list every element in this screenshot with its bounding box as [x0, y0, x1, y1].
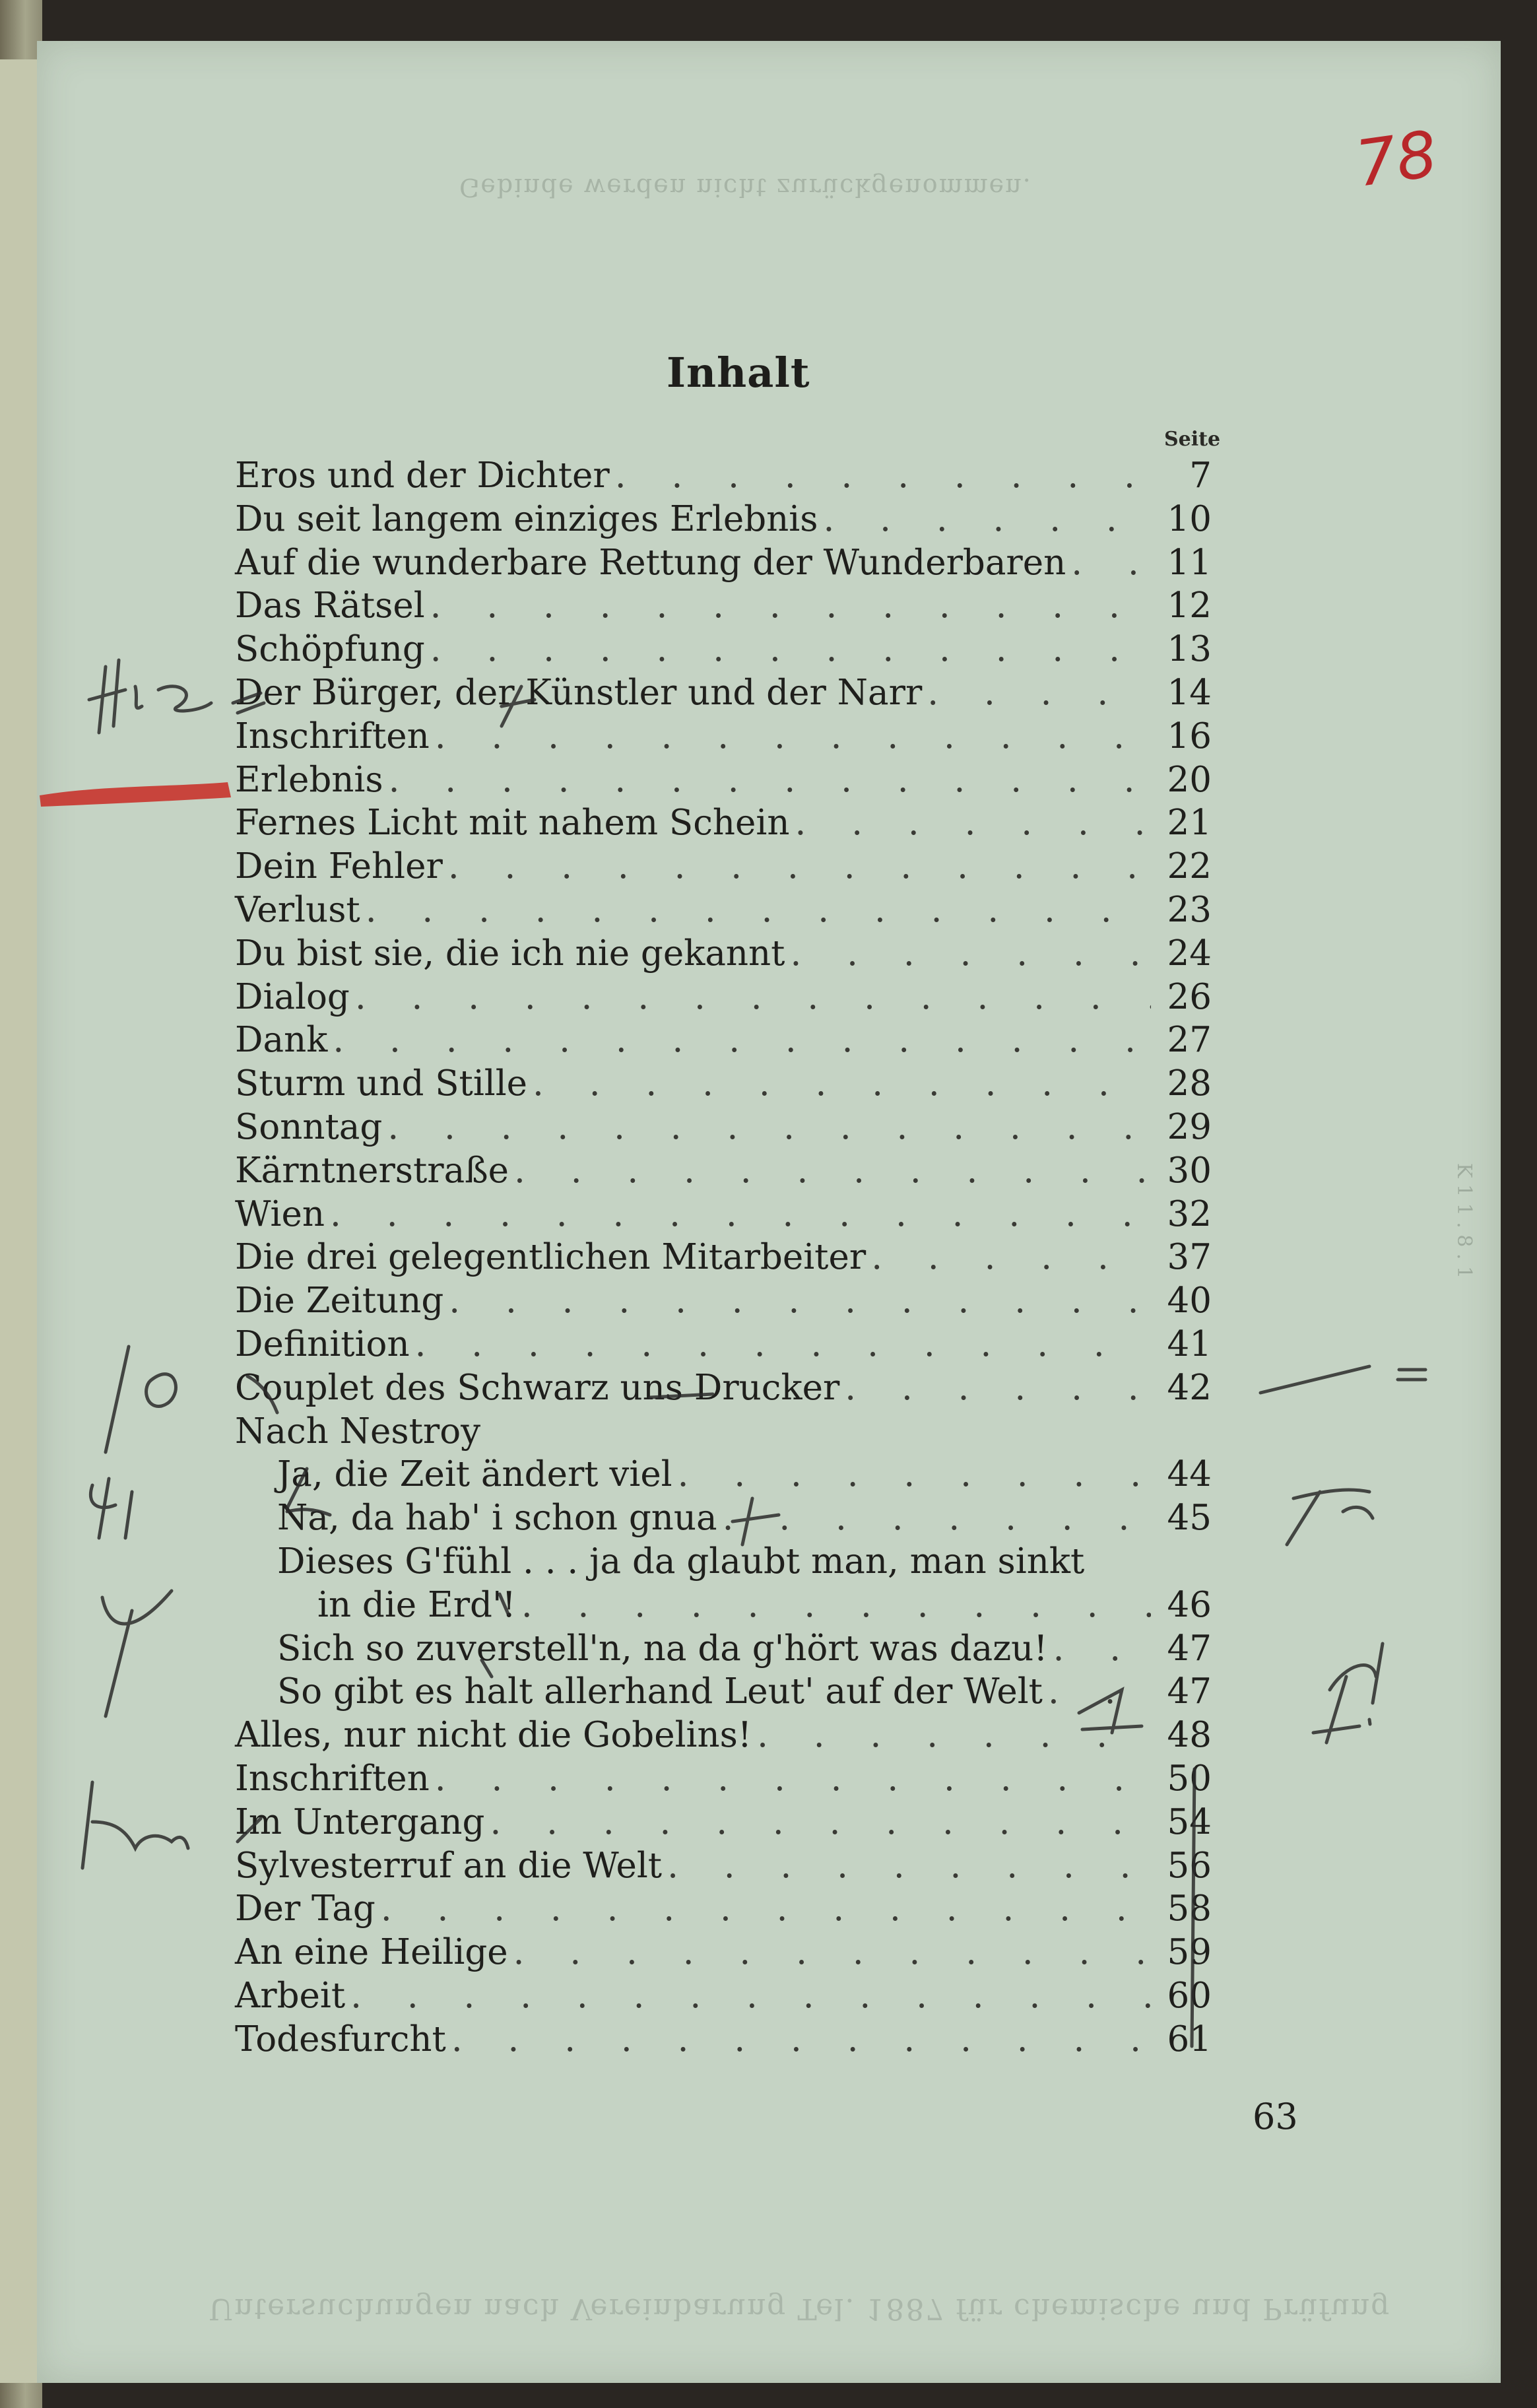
- toc-entry-title: Todesfurcht: [235, 2019, 446, 2059]
- toc-entry-title: Fernes Licht mit nahem Schein: [235, 803, 790, 844]
- toc-entry-title: Inschriften: [235, 716, 430, 756]
- toc-entry-page: 29: [1167, 1106, 1212, 1147]
- toc-entry-page: 22: [1167, 846, 1212, 887]
- pencil-strike-uns: [650, 1394, 713, 1397]
- toc-entry-title: Sonntag: [235, 1106, 383, 1147]
- toc-entry-page: 12: [1167, 585, 1212, 626]
- toc-entry-page: 56: [1167, 1845, 1212, 1886]
- pencil-slash-na: [287, 1510, 330, 1515]
- toc-entry-title: Sturm und Stille: [235, 1063, 528, 1104]
- toc-entry-page: 14: [1167, 672, 1212, 713]
- toc-entry-title: Erlebnis: [235, 759, 383, 800]
- pencil-numeral-41: [90, 1479, 132, 1538]
- toc-entry-title: Auf die wunderbare Rettung der Wunderbaren: [235, 542, 1066, 583]
- bleed-through-text-side: K 1 1 . 8 . 1: [1453, 1163, 1476, 1279]
- pencil-strike-der2: [502, 686, 535, 726]
- toc-entry-page: 20: [1167, 759, 1212, 800]
- toc-entry-page: 47: [1167, 1628, 1212, 1669]
- column-header-seite: Seite: [1164, 428, 1221, 451]
- pencil-mark-couplet: [247, 1376, 277, 1413]
- toc-entry-page: 16: [1167, 716, 1212, 756]
- pencil-mark-tr: [1287, 1490, 1373, 1545]
- toc-entry-page: 27: [1167, 1020, 1212, 1061]
- toc-entry-page: 59: [1167, 1932, 1212, 1973]
- toc-entry-title: Na, da hab' i schon gnua: [277, 1498, 717, 1539]
- pencil-strike-im: [238, 1819, 261, 1842]
- bleed-through-text-bottom: Untersuchungen nach Vereinbarung Tel. 1887 für chemische und Prüfung: [209, 2292, 1391, 2325]
- toc-entry-page: 58: [1167, 1889, 1212, 1929]
- toc-entry-title: Dein Fehler: [235, 846, 443, 887]
- toc-entry-page: 24: [1167, 933, 1212, 974]
- toc-entry-page: 40: [1167, 1281, 1212, 1321]
- pencil-mark-welt: [1079, 1690, 1142, 1733]
- toc-entry-title: Dieses G'fühl . . . ja da glaubt man, man sinkt: [277, 1541, 1085, 1582]
- toc-entry-title: Alles, nur nicht die Gobelins!: [235, 1715, 752, 1756]
- pencil-numeral-4: [102, 1591, 172, 1716]
- toc-entry-page: 23: [1167, 889, 1212, 930]
- pencil-strike-gnua: [733, 1498, 779, 1545]
- toc-entry-page: 47: [1167, 1671, 1212, 1712]
- toc-entry-title: Ja, die Zeit ändert viel: [277, 1454, 672, 1495]
- pencil-strike-der: [233, 693, 264, 713]
- folio-mark-handwritten: 78: [1351, 117, 1442, 201]
- toc-entry-page: 10: [1167, 498, 1212, 539]
- toc-entry-title: So gibt es halt allerhand Leut' auf der Welt: [277, 1671, 1043, 1712]
- toc-entry-page: 11: [1167, 542, 1212, 583]
- pencil-mark-im: [82, 1782, 188, 1868]
- toc-entry-page: 44: [1167, 1454, 1212, 1495]
- toc-entry-title: Im Untergang: [235, 1801, 485, 1842]
- toc-entry-page: 54: [1167, 1801, 1212, 1842]
- toc-entry-title: Wien: [235, 1193, 325, 1234]
- toc-entry-title: Definition: [235, 1323, 410, 1364]
- toc-entry-title: Dialog: [235, 976, 350, 1017]
- toc-entry-title: in die Erd'!: [317, 1584, 516, 1625]
- pencil-mark-exclaim: [1313, 1644, 1383, 1743]
- toc-entry-title: Schöpfung: [235, 629, 425, 670]
- toc-entry-title: Sylvesterruf an die Welt: [235, 1845, 663, 1886]
- toc-entry-title: Das Rätsel: [235, 585, 425, 626]
- toc-entry-page: 50: [1167, 1758, 1212, 1799]
- page-number: 63: [1253, 2096, 1298, 2137]
- pencil-slash-ja: [287, 1469, 307, 1508]
- toc-entry-title: Eros und der Dichter: [235, 455, 610, 496]
- toc-entry-title: Sich so zuverstell'n, na da g'hört was dazu!: [277, 1628, 1048, 1669]
- toc-entry-title: Kärntnerstraße: [235, 1150, 509, 1191]
- toc-entry-page: 41: [1167, 1323, 1212, 1364]
- toc-entry-title: Nach Nestroy: [235, 1411, 481, 1452]
- toc-entry-title: An eine Heilige: [235, 1932, 508, 1973]
- toc-entry-page: 46: [1167, 1584, 1212, 1625]
- toc-entry-title: Der Tag: [235, 1889, 376, 1929]
- pencil-word-hie: [89, 660, 211, 733]
- toc-entry-page: 32: [1167, 1193, 1212, 1234]
- toc-entry-page: 42: [1167, 1367, 1212, 1408]
- toc-entry-page: 26: [1167, 976, 1212, 1017]
- toc-entry-page: 13: [1167, 629, 1212, 670]
- toc-entry-page: 61: [1167, 2019, 1212, 2059]
- toc-entry-title: Verlust: [235, 889, 360, 930]
- toc-entry-title: Du bist sie, die ich nie gekannt: [235, 933, 785, 974]
- toc-entry-title: Inschriften: [235, 1758, 430, 1799]
- toc-entry-title: Couplet des Schwarz uns Drucker: [235, 1367, 840, 1408]
- pencil-numeral-10: [106, 1347, 176, 1452]
- toc-entry-title: Die Zeitung: [235, 1281, 444, 1321]
- toc-entry-page: 60: [1167, 1975, 1212, 2016]
- toc-entry-title: Arbeit: [235, 1975, 346, 2016]
- bleed-through-text-top: Gebinde werden nicht zurückgenommen.: [459, 173, 1032, 202]
- toc-entry-page: 37: [1167, 1237, 1212, 1278]
- toc-entry-page: 48: [1167, 1715, 1212, 1756]
- toc-entry-title: Die drei gelegentlichen Mitarbeiter: [235, 1237, 867, 1278]
- red-pencil-strike-erlebnis: [40, 782, 231, 807]
- toc-entry-title: Der Bürger, der Künstler und der Narr: [235, 672, 923, 713]
- toc-entry-page: 45: [1167, 1498, 1212, 1539]
- pencil-bracket-right: [1192, 1769, 1194, 2046]
- pencil-dash-right: [1260, 1366, 1425, 1393]
- toc-entry-page: 7: [1189, 455, 1212, 496]
- toc-entry-page: 30: [1167, 1150, 1212, 1191]
- toc-entry-page: 21: [1167, 803, 1212, 844]
- toc-entry-title: Dank: [235, 1020, 328, 1061]
- page-title: Inhalt: [667, 349, 810, 397]
- toc-entry-page: 28: [1167, 1063, 1212, 1104]
- toc-entry-title: Du seit langem einziges Erlebnis: [235, 498, 818, 539]
- pencil-mark-zuverstell: [482, 1660, 492, 1677]
- pencil-mark-erd: [500, 1594, 508, 1614]
